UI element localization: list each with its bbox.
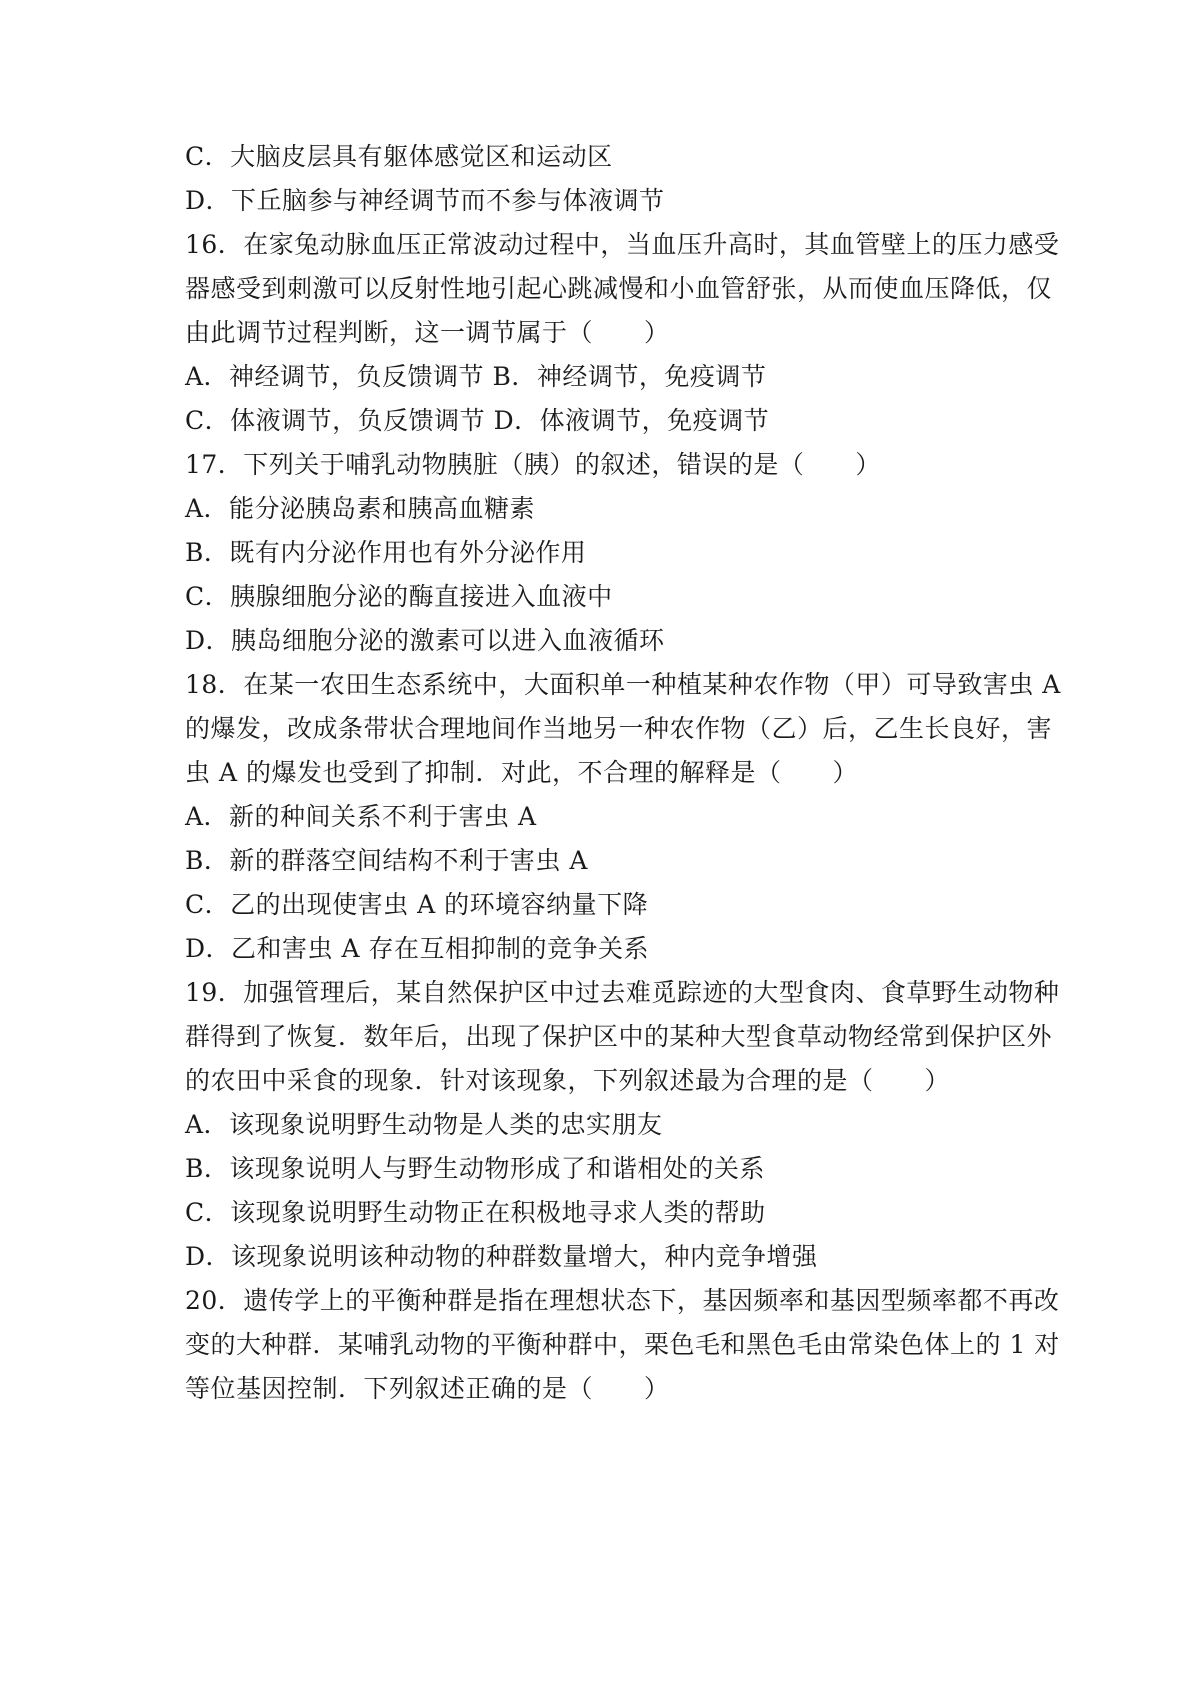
option-15d: D．下丘脑参与神经调节而不参与体液调节	[185, 186, 665, 215]
question-19-line-3: 的农田中采食的现象．针对该现象，下列叙述最为合理的是（ ）	[185, 1066, 951, 1095]
option-19b: B．该现象说明人与野生动物形成了和谐相处的关系	[185, 1154, 765, 1183]
option-17d: D．胰岛细胞分泌的激素可以进入血液循环	[185, 626, 665, 655]
question-16-line-1: 16．在家兔动脉血压正常波动过程中，当血压升高时，其血管壁上的压力感受	[185, 230, 1060, 259]
question-16-line-3: 由此调节过程判断，这一调节属于（ ）	[185, 318, 670, 347]
question-19-line-2: 群得到了恢复．数年后，出现了保护区中的某种大型食草动物经常到保护区外	[185, 1022, 1053, 1051]
question-17: 17．下列关于哺乳动物胰脏（胰）的叙述，错误的是（ ）	[185, 450, 881, 479]
option-18a: A．新的种间关系不利于害虫 A	[185, 802, 537, 831]
question-20-line-3: 等位基因控制．下列叙述正确的是（ ）	[185, 1374, 670, 1403]
option-19a: A．该现象说明野生动物是人类的忠实朋友	[185, 1110, 663, 1139]
question-20-line-1: 20．遗传学上的平衡种群是指在理想状态下，基因频率和基因型频率都不再改	[185, 1286, 1060, 1315]
options-16-cd: C．体液调节，负反馈调节 D．体液调节，免疫调节	[185, 406, 770, 435]
option-18c: C．乙的出现使害虫 A 的环境容纳量下降	[185, 890, 649, 919]
option-19d: D．该现象说明该种动物的种群数量增大，种内竞争增强	[185, 1242, 818, 1271]
option-18b: B．新的群落空间结构不利于害虫 A	[185, 846, 588, 875]
option-18d: D．乙和害虫 A 存在互相抑制的竞争关系	[185, 934, 649, 963]
question-19-line-1: 19．加强管理后，某自然保护区中过去难觅踪迹的大型食肉、食草野生动物种	[185, 978, 1060, 1007]
question-16-line-2: 器感受到刺激可以反射性地引起心跳减慢和小血管舒张，从而使血压降低，仅	[185, 274, 1053, 303]
option-15c: C．大脑皮层具有躯体感觉区和运动区	[185, 142, 613, 171]
option-17b: B．既有内分泌作用也有外分泌作用	[185, 538, 587, 567]
question-18-line-3: 虫 A 的爆发也受到了抑制．对此，不合理的解释是（ ）	[185, 758, 858, 787]
question-18-line-2: 的爆发，改成条带状合理地间作当地另一种农作物（乙）后，乙生长良好，害	[185, 714, 1053, 743]
question-18-line-1: 18．在某一农田生态系统中，大面积单一种植某种农作物（甲）可导致害虫 A	[185, 670, 1061, 699]
option-17a: A．能分泌胰岛素和胰高血糖素	[185, 494, 536, 523]
options-16-ab: A．神经调节，负反馈调节 B．神经调节，免疫调节	[185, 362, 767, 391]
question-20-line-2: 变的大种群．某哺乳动物的平衡种群中，栗色毛和黑色毛由常染色体上的 1 对	[185, 1330, 1060, 1359]
option-17c: C．胰腺细胞分泌的酶直接进入血液中	[185, 582, 613, 611]
option-19c: C．该现象说明野生动物正在积极地寻求人类的帮助	[185, 1198, 766, 1227]
